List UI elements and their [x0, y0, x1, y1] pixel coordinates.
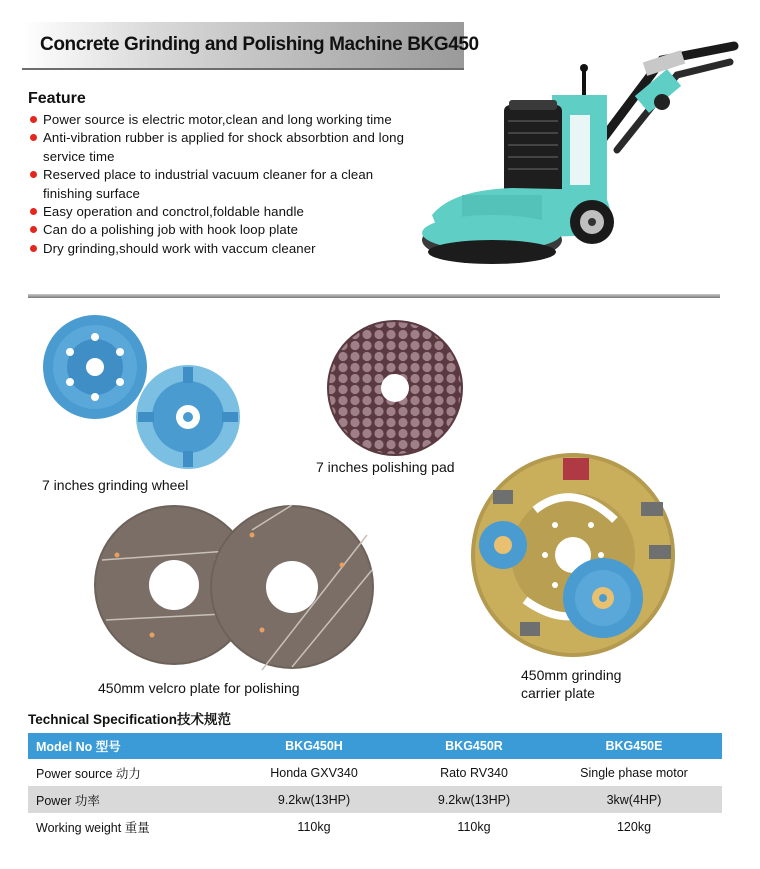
row-label-power-source: Power source 动力: [28, 759, 226, 786]
feature-item: [30, 240, 425, 258]
table-cell: Single phase motor: [546, 759, 722, 786]
feature-text: Power source is electric motor,clean and long working time: [43, 112, 392, 127]
spec-heading: Technical Specification技术规范: [28, 712, 232, 727]
header-bkg450e: BKG450E: [546, 733, 722, 759]
table-cell: 3kw(4HP): [546, 786, 722, 813]
bullet-dot-icon: [30, 116, 37, 123]
table-row: [28, 759, 722, 786]
table-cell: 110kg: [226, 813, 402, 840]
feature-item: [30, 203, 425, 221]
table-header-row: [28, 733, 722, 759]
feature-text: Dry grinding,should work with vaccum cleaner: [43, 240, 316, 256]
feature-text: Reserved place to industrial vacuum cleaner for a clean finishing surface: [43, 167, 374, 201]
grinding-wheel-caption: 7 inches grinding wheel: [42, 477, 189, 493]
bullet-dot-icon: [30, 134, 37, 141]
feature-item: [30, 166, 425, 203]
table-cell: Honda GXV340: [226, 759, 402, 786]
table-cell: Rato RV340: [402, 759, 546, 786]
feature-text: Anti-vibration rubber is applied for shock absorbtion and long service time: [43, 130, 405, 164]
header-bkg450r: BKG450R: [402, 733, 546, 759]
table-row: [28, 813, 722, 840]
carrier-plate-caption-line2: carrier plate: [521, 685, 595, 701]
feature-text: Can do a polishing job with hook loop plate: [43, 222, 299, 238]
feature-heading: Feature: [28, 90, 86, 107]
velcro-plate-image: [92, 495, 382, 675]
polishing-pad-caption: 7 inches polishing pad: [316, 459, 455, 475]
feature-item: [30, 129, 425, 166]
grinding-machine-image: [412, 40, 747, 275]
carrier-plate-image: [465, 450, 680, 660]
feature-text: Easy operation and conctrol,foldable handle: [43, 204, 304, 220]
velcro-plate-caption: 450mm velcro plate for polishing: [98, 680, 300, 696]
title-banner: [22, 22, 479, 70]
feature-item: [30, 221, 425, 239]
carrier-plate-caption-line1: 450mm grinding: [521, 667, 622, 683]
section-divider: [28, 294, 720, 298]
bullet-dot-icon: [30, 245, 37, 252]
row-label-power: Power 功率: [28, 786, 226, 813]
header-model-no: Model No 型号: [28, 733, 226, 759]
bullet-dot-icon: [30, 208, 37, 215]
table-cell: 9.2kw(13HP): [402, 786, 546, 813]
page-title: Concrete Grinding and Polishing Machine BKG450: [40, 34, 479, 55]
table-cell: 9.2kw(13HP): [226, 786, 402, 813]
table-cell: 120kg: [546, 813, 722, 840]
spec-table: [28, 733, 722, 840]
header-bkg450h: BKG450H: [226, 733, 402, 759]
feature-list: [30, 111, 425, 258]
polishing-pad-image: [325, 318, 465, 458]
bullet-dot-icon: [30, 226, 37, 233]
bullet-dot-icon: [30, 171, 37, 178]
grinding-wheel-image: [40, 312, 240, 477]
feature-item: [30, 111, 425, 129]
table-cell: 110kg: [402, 813, 546, 840]
table-row: [28, 786, 722, 813]
row-label-working-weight: Working weight 重量: [28, 813, 226, 840]
